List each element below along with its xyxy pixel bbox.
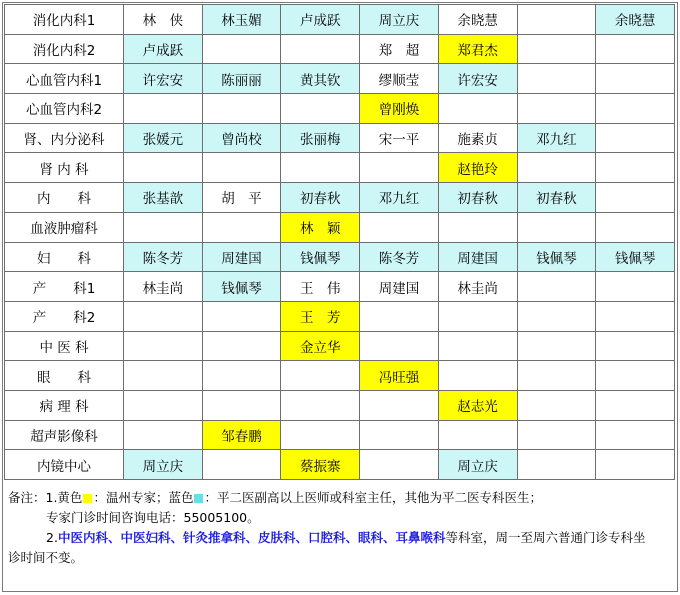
doctor-cell: [360, 153, 439, 183]
notes-phone: 专家门诊时间咨询电话：55005100。: [46, 510, 260, 525]
doctor-cell: 郑君杰: [438, 34, 517, 64]
doctor-cell: 王 伟: [281, 272, 360, 302]
doctor-cell: 初春秋: [281, 183, 360, 213]
doctor-cell: [202, 94, 281, 124]
doctor-cell: [438, 420, 517, 450]
doctor-cell: 宋一平: [360, 123, 439, 153]
table-row: [5, 123, 675, 153]
doctor-cell: 卢成跃: [281, 5, 360, 35]
table-row: [5, 450, 675, 480]
doctor-cell: 林 侠: [124, 5, 203, 35]
table-row: [5, 64, 675, 94]
doctor-cell: [124, 390, 203, 420]
doctor-cell: [517, 331, 596, 361]
doctor-cell: 胡 平: [202, 183, 281, 213]
doctor-cell: 钱佩琴: [281, 242, 360, 272]
doctor-cell: [202, 153, 281, 183]
notes-item2-end: 诊时间不变。: [8, 550, 84, 565]
doctor-cell: 张丽梅: [281, 123, 360, 153]
doctor-cell: 林玉媚: [202, 5, 281, 35]
doctor-cell: 张基歆: [124, 183, 203, 213]
table-row: [5, 153, 675, 183]
doctor-cell: 曾刚焕: [360, 94, 439, 124]
department-cell: 心血管内科2: [5, 94, 124, 124]
doctor-cell: 周立庆: [360, 5, 439, 35]
notes-section: [8, 488, 672, 568]
doctor-cell: [124, 420, 203, 450]
doctor-cell: [517, 450, 596, 480]
doctor-cell: [596, 123, 675, 153]
doctor-cell: 黄其钦: [281, 64, 360, 94]
notes-dept-list: 中医内科、中医妇科、针灸推拿科、皮肤科、口腔科、眼科、耳鼻喉科: [57, 530, 446, 545]
doctor-cell: [360, 331, 439, 361]
doctor-cell: 许宏安: [124, 64, 203, 94]
table-row: [5, 212, 675, 242]
doctor-cell: [202, 331, 281, 361]
doctor-cell: [438, 212, 517, 242]
doctor-cell: 周建国: [202, 242, 281, 272]
doctor-cell: 冯旺强: [360, 361, 439, 391]
doctor-cell: [596, 64, 675, 94]
doctor-cell: [517, 94, 596, 124]
doctor-cell: 余晓慧: [596, 5, 675, 35]
table-row: [5, 390, 675, 420]
doctor-cell: 王 芳: [281, 301, 360, 331]
doctor-cell: 林 颖: [281, 212, 360, 242]
doctor-cell: 钱佩琴: [596, 242, 675, 272]
doctor-cell: [596, 361, 675, 391]
doctor-cell: [202, 450, 281, 480]
doctor-cell: [596, 450, 675, 480]
doctor-cell: [596, 301, 675, 331]
department-cell: 眼 科: [5, 361, 124, 391]
department-cell: 肾 内 科: [5, 153, 124, 183]
doctor-cell: 初春秋: [517, 183, 596, 213]
doctor-cell: 陈冬芳: [360, 242, 439, 272]
doctor-cell: 邓九红: [517, 123, 596, 153]
schedule-table: [4, 4, 675, 480]
doctor-cell: 卢成跃: [124, 34, 203, 64]
doctor-cell: 周立庆: [438, 450, 517, 480]
doctor-cell: [360, 420, 439, 450]
doctor-cell: [517, 34, 596, 64]
department-cell: 中 医 科: [5, 331, 124, 361]
doctor-cell: [124, 331, 203, 361]
table-row: [5, 272, 675, 302]
doctor-cell: [596, 153, 675, 183]
doctor-cell: [438, 361, 517, 391]
department-cell: 产 科2: [5, 301, 124, 331]
doctor-cell: [202, 34, 281, 64]
doctor-cell: [360, 301, 439, 331]
doctor-cell: 赵艳玲: [438, 153, 517, 183]
doctor-cell: [517, 5, 596, 35]
doctor-cell: [596, 212, 675, 242]
doctor-cell: [124, 301, 203, 331]
doctor-cell: 陈冬芳: [124, 242, 203, 272]
department-cell: 妇 科: [5, 242, 124, 272]
table-row: [5, 34, 675, 64]
doctor-cell: 陈丽丽: [202, 64, 281, 94]
doctor-cell: [124, 153, 203, 183]
doctor-cell: [517, 212, 596, 242]
department-cell: 产 科1: [5, 272, 124, 302]
doctor-cell: [517, 361, 596, 391]
notes-line-2: [8, 508, 672, 528]
doctor-cell: 钱佩琴: [517, 242, 596, 272]
notes-blue-meaning: ：平二医副高以上医师或科室主任，其他为平二医专科医生；: [204, 490, 542, 505]
table-row: [5, 361, 675, 391]
table-row: [5, 183, 675, 213]
doctor-cell: 初春秋: [438, 183, 517, 213]
department-cell: 血液肿瘤科: [5, 212, 124, 242]
doctor-cell: [202, 212, 281, 242]
doctor-cell: 林圭尚: [438, 272, 517, 302]
doctor-cell: 林圭尚: [124, 272, 203, 302]
blue-swatch-icon: [194, 494, 203, 503]
doctor-cell: 张媛元: [124, 123, 203, 153]
doctor-cell: [124, 212, 203, 242]
notes-prefix: 备注：1.黄色: [8, 490, 83, 505]
doctor-cell: 余晓慧: [438, 5, 517, 35]
doctor-cell: [281, 390, 360, 420]
doctor-cell: [596, 390, 675, 420]
doctor-cell: [281, 34, 360, 64]
doctor-cell: [517, 272, 596, 302]
doctor-cell: [281, 361, 360, 391]
doctor-cell: 周建国: [438, 242, 517, 272]
doctor-cell: [517, 420, 596, 450]
table-row: [5, 5, 675, 35]
department-cell: 超声影像科: [5, 420, 124, 450]
notes-item2-num: 2.: [46, 530, 58, 545]
notes-item2-text: 等科室，周一至周六普通门诊专科坐: [445, 530, 646, 545]
notes-line-3: [8, 528, 672, 548]
department-cell: 内镜中心: [5, 450, 124, 480]
doctor-cell: [281, 153, 360, 183]
doctor-cell: [360, 212, 439, 242]
doctor-cell: [438, 331, 517, 361]
doctor-cell: [517, 153, 596, 183]
doctor-cell: 许宏安: [438, 64, 517, 94]
table-row: [5, 331, 675, 361]
doctor-cell: [202, 390, 281, 420]
department-cell: 病 理 科: [5, 390, 124, 420]
yellow-swatch-icon: [83, 494, 92, 503]
notes-yellow-meaning: ：温州专家；蓝色: [93, 490, 194, 505]
notes-line-1: [8, 488, 672, 508]
table-row: [5, 301, 675, 331]
doctor-cell: [517, 64, 596, 94]
department-cell: 消化内科1: [5, 5, 124, 35]
department-cell: 内 科: [5, 183, 124, 213]
doctor-cell: [281, 94, 360, 124]
doctor-cell: [596, 34, 675, 64]
department-cell: 肾、内分泌科: [5, 123, 124, 153]
doctor-cell: 周建国: [360, 272, 439, 302]
doctor-cell: 金立华: [281, 331, 360, 361]
doctor-cell: 蔡振寨: [281, 450, 360, 480]
department-cell: 心血管内科1: [5, 64, 124, 94]
doctor-cell: [438, 301, 517, 331]
doctor-cell: 赵志光: [438, 390, 517, 420]
doctor-cell: [281, 420, 360, 450]
schedule-body: [5, 5, 675, 480]
doctor-cell: [596, 420, 675, 450]
doctor-cell: [124, 361, 203, 391]
doctor-cell: 邓九红: [360, 183, 439, 213]
doctor-cell: [517, 301, 596, 331]
doctor-cell: 郑 超: [360, 34, 439, 64]
doctor-cell: 钱佩琴: [202, 272, 281, 302]
doctor-cell: 周立庆: [124, 450, 203, 480]
doctor-cell: [596, 94, 675, 124]
doctor-cell: [596, 331, 675, 361]
doctor-cell: [202, 361, 281, 391]
doctor-cell: [517, 390, 596, 420]
doctor-cell: [596, 183, 675, 213]
doctor-cell: 曾尚校: [202, 123, 281, 153]
doctor-cell: 施素贞: [438, 123, 517, 153]
doctor-cell: 邹春鹏: [202, 420, 281, 450]
doctor-cell: [360, 390, 439, 420]
doctor-cell: [438, 94, 517, 124]
doctor-cell: [596, 272, 675, 302]
table-row: [5, 242, 675, 272]
doctor-cell: [202, 301, 281, 331]
doctor-cell: [360, 450, 439, 480]
table-row: [5, 94, 675, 124]
department-cell: 消化内科2: [5, 34, 124, 64]
doctor-cell: [124, 94, 203, 124]
notes-line-4: [8, 548, 672, 568]
doctor-cell: 缪顺莹: [360, 64, 439, 94]
table-row: [5, 420, 675, 450]
